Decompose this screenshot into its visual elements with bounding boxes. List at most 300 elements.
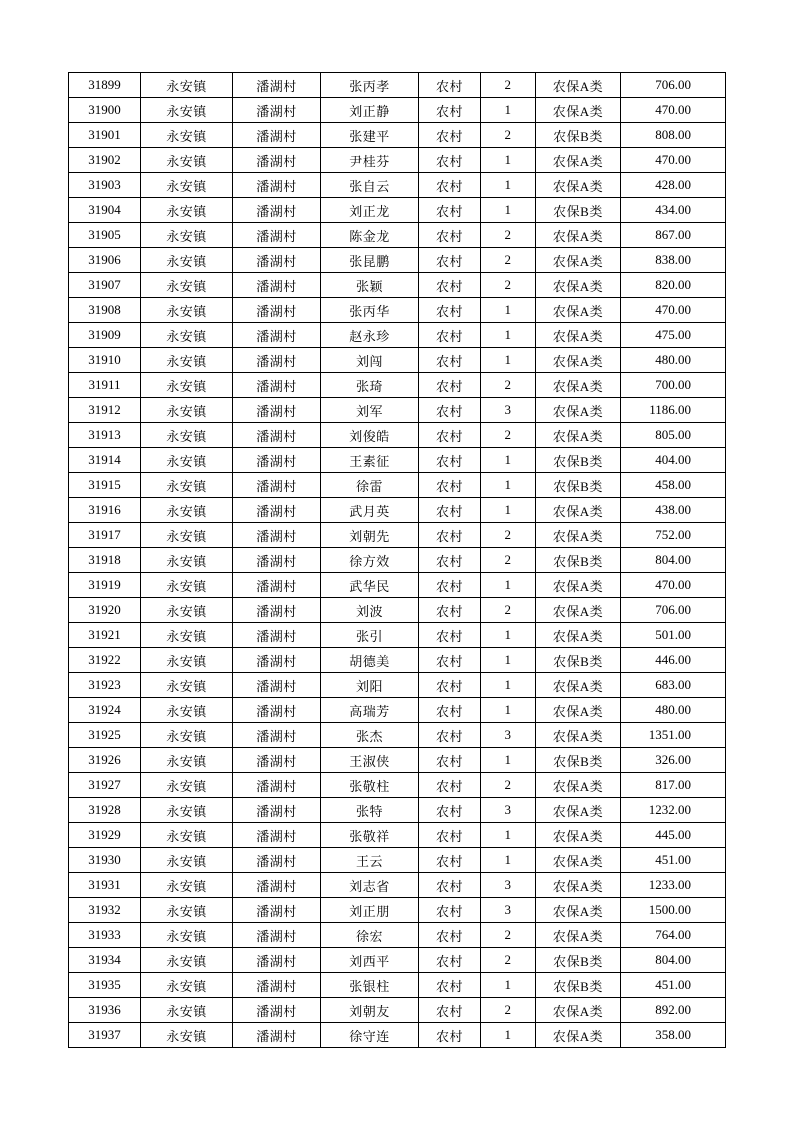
- cell-name: 王云: [321, 848, 419, 873]
- cell-amount: 428.00: [621, 173, 726, 198]
- cell-id: 31926: [69, 748, 141, 773]
- cell-id: 31905: [69, 223, 141, 248]
- cell-insurance_type: 农保A类: [536, 348, 621, 373]
- cell-id: 31921: [69, 623, 141, 648]
- cell-residence: 农村: [419, 648, 481, 673]
- cell-village: 潘湖村: [233, 698, 321, 723]
- cell-town: 永安镇: [141, 723, 233, 748]
- cell-name: 刘军: [321, 398, 419, 423]
- cell-village: 潘湖村: [233, 998, 321, 1023]
- cell-amount: 752.00: [621, 523, 726, 548]
- cell-count: 2: [481, 223, 536, 248]
- cell-id: 31916: [69, 498, 141, 523]
- cell-town: 永安镇: [141, 698, 233, 723]
- cell-village: 潘湖村: [233, 223, 321, 248]
- cell-residence: 农村: [419, 373, 481, 398]
- cell-insurance_type: 农保B类: [536, 748, 621, 773]
- cell-village: 潘湖村: [233, 498, 321, 523]
- cell-count: 1: [481, 173, 536, 198]
- table-row: [69, 123, 726, 148]
- cell-residence: 农村: [419, 298, 481, 323]
- cell-amount: 892.00: [621, 998, 726, 1023]
- cell-insurance_type: 农保A类: [536, 523, 621, 548]
- table-row: [69, 848, 726, 873]
- cell-name: 尹桂芬: [321, 148, 419, 173]
- cell-town: 永安镇: [141, 773, 233, 798]
- cell-amount: 451.00: [621, 848, 726, 873]
- table-row: [69, 373, 726, 398]
- cell-amount: 706.00: [621, 598, 726, 623]
- cell-amount: 501.00: [621, 623, 726, 648]
- cell-count: 1: [481, 973, 536, 998]
- cell-count: 1: [481, 323, 536, 348]
- table-row: [69, 1023, 726, 1048]
- cell-count: 3: [481, 723, 536, 748]
- cell-name: 徐雷: [321, 473, 419, 498]
- cell-count: 1: [481, 473, 536, 498]
- table-body: [69, 73, 726, 1048]
- cell-amount: 446.00: [621, 648, 726, 673]
- cell-insurance_type: 农保A类: [536, 98, 621, 123]
- cell-id: 31930: [69, 848, 141, 873]
- cell-insurance_type: 农保A类: [536, 848, 621, 873]
- table-row: [69, 573, 726, 598]
- cell-town: 永安镇: [141, 548, 233, 573]
- table-row: [69, 423, 726, 448]
- cell-residence: 农村: [419, 498, 481, 523]
- cell-town: 永安镇: [141, 398, 233, 423]
- table-row: [69, 823, 726, 848]
- cell-amount: 475.00: [621, 323, 726, 348]
- cell-residence: 农村: [419, 273, 481, 298]
- cell-id: 31911: [69, 373, 141, 398]
- cell-amount: 1500.00: [621, 898, 726, 923]
- cell-insurance_type: 农保B类: [536, 448, 621, 473]
- cell-name: 胡德美: [321, 648, 419, 673]
- cell-count: 2: [481, 598, 536, 623]
- cell-id: 31915: [69, 473, 141, 498]
- table-row: [69, 948, 726, 973]
- cell-town: 永安镇: [141, 598, 233, 623]
- cell-name: 张自云: [321, 173, 419, 198]
- cell-name: 王素征: [321, 448, 419, 473]
- cell-name: 刘阳: [321, 673, 419, 698]
- cell-village: 潘湖村: [233, 373, 321, 398]
- cell-residence: 农村: [419, 948, 481, 973]
- cell-village: 潘湖村: [233, 548, 321, 573]
- cell-residence: 农村: [419, 198, 481, 223]
- cell-id: 31929: [69, 823, 141, 848]
- cell-town: 永安镇: [141, 798, 233, 823]
- cell-village: 潘湖村: [233, 1023, 321, 1048]
- cell-count: 2: [481, 123, 536, 148]
- table-row: [69, 898, 726, 923]
- cell-count: 2: [481, 948, 536, 973]
- cell-village: 潘湖村: [233, 448, 321, 473]
- cell-village: 潘湖村: [233, 148, 321, 173]
- cell-id: 31935: [69, 973, 141, 998]
- cell-insurance_type: 农保A类: [536, 498, 621, 523]
- cell-insurance_type: 农保A类: [536, 423, 621, 448]
- cell-id: 31907: [69, 273, 141, 298]
- cell-amount: 1186.00: [621, 398, 726, 423]
- cell-village: 潘湖村: [233, 873, 321, 898]
- cell-town: 永安镇: [141, 623, 233, 648]
- cell-amount: 1233.00: [621, 873, 726, 898]
- cell-residence: 农村: [419, 223, 481, 248]
- cell-insurance_type: 农保A类: [536, 373, 621, 398]
- table-row: [69, 223, 726, 248]
- table-row: [69, 748, 726, 773]
- cell-id: 31901: [69, 123, 141, 148]
- cell-id: 31920: [69, 598, 141, 623]
- cell-name: 张银柱: [321, 973, 419, 998]
- cell-village: 潘湖村: [233, 723, 321, 748]
- cell-town: 永安镇: [141, 573, 233, 598]
- cell-count: 2: [481, 773, 536, 798]
- table-row: [69, 348, 726, 373]
- cell-name: 张杰: [321, 723, 419, 748]
- cell-village: 潘湖村: [233, 98, 321, 123]
- cell-name: 刘波: [321, 598, 419, 623]
- cell-amount: 470.00: [621, 298, 726, 323]
- cell-town: 永安镇: [141, 473, 233, 498]
- cell-name: 王淑侠: [321, 748, 419, 773]
- table-row: [69, 323, 726, 348]
- cell-residence: 农村: [419, 598, 481, 623]
- cell-town: 永安镇: [141, 348, 233, 373]
- cell-id: 31909: [69, 323, 141, 348]
- cell-name: 刘正龙: [321, 198, 419, 223]
- cell-id: 31906: [69, 248, 141, 273]
- cell-name: 赵永珍: [321, 323, 419, 348]
- cell-town: 永安镇: [141, 148, 233, 173]
- cell-town: 永安镇: [141, 323, 233, 348]
- cell-amount: 480.00: [621, 348, 726, 373]
- cell-count: 1: [481, 748, 536, 773]
- cell-village: 潘湖村: [233, 773, 321, 798]
- cell-town: 永安镇: [141, 1023, 233, 1048]
- table-row: [69, 73, 726, 98]
- cell-amount: 1232.00: [621, 798, 726, 823]
- cell-count: 2: [481, 73, 536, 98]
- cell-village: 潘湖村: [233, 323, 321, 348]
- cell-insurance_type: 农保A类: [536, 273, 621, 298]
- cell-town: 永安镇: [141, 673, 233, 698]
- cell-name: 张敬柱: [321, 773, 419, 798]
- cell-insurance_type: 农保A类: [536, 73, 621, 98]
- cell-name: 张引: [321, 623, 419, 648]
- table-row: [69, 798, 726, 823]
- cell-insurance_type: 农保A类: [536, 873, 621, 898]
- cell-id: 31932: [69, 898, 141, 923]
- cell-residence: 农村: [419, 998, 481, 1023]
- cell-name: 徐守连: [321, 1023, 419, 1048]
- cell-insurance_type: 农保A类: [536, 823, 621, 848]
- cell-insurance_type: 农保A类: [536, 923, 621, 948]
- table-row: [69, 923, 726, 948]
- table-row: [69, 248, 726, 273]
- cell-residence: 农村: [419, 898, 481, 923]
- cell-insurance_type: 农保B类: [536, 198, 621, 223]
- table-row: [69, 298, 726, 323]
- cell-name: 张建平: [321, 123, 419, 148]
- cell-town: 永安镇: [141, 748, 233, 773]
- cell-residence: 农村: [419, 248, 481, 273]
- cell-id: 31910: [69, 348, 141, 373]
- cell-insurance_type: 农保A类: [536, 723, 621, 748]
- cell-residence: 农村: [419, 548, 481, 573]
- cell-name: 武月英: [321, 498, 419, 523]
- cell-id: 31919: [69, 573, 141, 598]
- cell-insurance_type: 农保A类: [536, 223, 621, 248]
- cell-insurance_type: 农保B类: [536, 123, 621, 148]
- cell-village: 潘湖村: [233, 623, 321, 648]
- cell-id: 31913: [69, 423, 141, 448]
- cell-residence: 农村: [419, 123, 481, 148]
- cell-village: 潘湖村: [233, 73, 321, 98]
- cell-name: 张敬祥: [321, 823, 419, 848]
- table-row: [69, 273, 726, 298]
- cell-amount: 458.00: [621, 473, 726, 498]
- cell-insurance_type: 农保A类: [536, 173, 621, 198]
- cell-count: 2: [481, 248, 536, 273]
- cell-town: 永安镇: [141, 998, 233, 1023]
- cell-id: 31914: [69, 448, 141, 473]
- cell-residence: 农村: [419, 398, 481, 423]
- table-row: [69, 398, 726, 423]
- cell-name: 陈金龙: [321, 223, 419, 248]
- table-row: [69, 873, 726, 898]
- cell-residence: 农村: [419, 1023, 481, 1048]
- cell-village: 潘湖村: [233, 123, 321, 148]
- cell-id: 31900: [69, 98, 141, 123]
- cell-amount: 817.00: [621, 773, 726, 798]
- cell-name: 刘西平: [321, 948, 419, 973]
- cell-count: 2: [481, 523, 536, 548]
- cell-count: 1: [481, 673, 536, 698]
- cell-insurance_type: 农保A类: [536, 323, 621, 348]
- cell-amount: 358.00: [621, 1023, 726, 1048]
- cell-village: 潘湖村: [233, 523, 321, 548]
- table-row: [69, 498, 726, 523]
- cell-count: 1: [481, 698, 536, 723]
- cell-count: 1: [481, 498, 536, 523]
- cell-village: 潘湖村: [233, 298, 321, 323]
- cell-id: 31917: [69, 523, 141, 548]
- cell-insurance_type: 农保A类: [536, 573, 621, 598]
- cell-count: 1: [481, 348, 536, 373]
- cell-insurance_type: 农保B类: [536, 973, 621, 998]
- cell-amount: 326.00: [621, 748, 726, 773]
- cell-amount: 445.00: [621, 823, 726, 848]
- cell-residence: 农村: [419, 798, 481, 823]
- cell-village: 潘湖村: [233, 173, 321, 198]
- cell-residence: 农村: [419, 173, 481, 198]
- cell-count: 1: [481, 448, 536, 473]
- table-row: [69, 648, 726, 673]
- cell-town: 永安镇: [141, 973, 233, 998]
- cell-village: 潘湖村: [233, 273, 321, 298]
- cell-village: 潘湖村: [233, 673, 321, 698]
- cell-village: 潘湖村: [233, 198, 321, 223]
- cell-village: 潘湖村: [233, 598, 321, 623]
- cell-count: 1: [481, 648, 536, 673]
- cell-count: 3: [481, 798, 536, 823]
- cell-town: 永安镇: [141, 648, 233, 673]
- cell-village: 潘湖村: [233, 423, 321, 448]
- cell-amount: 804.00: [621, 948, 726, 973]
- cell-village: 潘湖村: [233, 348, 321, 373]
- cell-name: 刘闯: [321, 348, 419, 373]
- cell-id: 31927: [69, 773, 141, 798]
- cell-town: 永安镇: [141, 448, 233, 473]
- cell-town: 永安镇: [141, 73, 233, 98]
- cell-id: 31936: [69, 998, 141, 1023]
- cell-name: 刘朝先: [321, 523, 419, 548]
- cell-id: 31918: [69, 548, 141, 573]
- cell-amount: 804.00: [621, 548, 726, 573]
- table-row: [69, 673, 726, 698]
- cell-town: 永安镇: [141, 223, 233, 248]
- cell-amount: 867.00: [621, 223, 726, 248]
- cell-town: 永安镇: [141, 523, 233, 548]
- cell-village: 潘湖村: [233, 848, 321, 873]
- cell-name: 高瑞芳: [321, 698, 419, 723]
- cell-id: 31903: [69, 173, 141, 198]
- cell-amount: 404.00: [621, 448, 726, 473]
- cell-residence: 农村: [419, 823, 481, 848]
- cell-insurance_type: 农保A类: [536, 798, 621, 823]
- cell-id: 31928: [69, 798, 141, 823]
- cell-count: 3: [481, 873, 536, 898]
- cell-id: 31922: [69, 648, 141, 673]
- cell-residence: 农村: [419, 923, 481, 948]
- cell-residence: 农村: [419, 73, 481, 98]
- cell-amount: 438.00: [621, 498, 726, 523]
- table-row: [69, 173, 726, 198]
- cell-village: 潘湖村: [233, 473, 321, 498]
- table-row: [69, 473, 726, 498]
- cell-count: 1: [481, 573, 536, 598]
- cell-insurance_type: 农保A类: [536, 773, 621, 798]
- cell-village: 潘湖村: [233, 923, 321, 948]
- cell-village: 潘湖村: [233, 898, 321, 923]
- cell-insurance_type: 农保A类: [536, 148, 621, 173]
- cell-name: 刘俊皓: [321, 423, 419, 448]
- cell-residence: 农村: [419, 448, 481, 473]
- cell-insurance_type: 农保B类: [536, 648, 621, 673]
- table-row: [69, 198, 726, 223]
- cell-count: 2: [481, 423, 536, 448]
- cell-name: 刘正朋: [321, 898, 419, 923]
- cell-amount: 480.00: [621, 698, 726, 723]
- cell-insurance_type: 农保A类: [536, 298, 621, 323]
- cell-id: 31931: [69, 873, 141, 898]
- cell-name: 张琦: [321, 373, 419, 398]
- cell-residence: 农村: [419, 573, 481, 598]
- cell-residence: 农村: [419, 773, 481, 798]
- cell-village: 潘湖村: [233, 248, 321, 273]
- table-row: [69, 148, 726, 173]
- cell-residence: 农村: [419, 473, 481, 498]
- cell-residence: 农村: [419, 673, 481, 698]
- cell-village: 潘湖村: [233, 823, 321, 848]
- cell-town: 永安镇: [141, 298, 233, 323]
- cell-name: 刘正静: [321, 98, 419, 123]
- cell-town: 永安镇: [141, 848, 233, 873]
- cell-count: 1: [481, 198, 536, 223]
- cell-amount: 820.00: [621, 273, 726, 298]
- cell-town: 永安镇: [141, 898, 233, 923]
- table-row: [69, 523, 726, 548]
- cell-id: 31924: [69, 698, 141, 723]
- table-row: [69, 598, 726, 623]
- cell-residence: 农村: [419, 98, 481, 123]
- cell-town: 永安镇: [141, 923, 233, 948]
- cell-insurance_type: 农保A类: [536, 598, 621, 623]
- cell-amount: 470.00: [621, 98, 726, 123]
- cell-count: 1: [481, 1023, 536, 1048]
- cell-count: 1: [481, 98, 536, 123]
- cell-town: 永安镇: [141, 423, 233, 448]
- cell-count: 3: [481, 898, 536, 923]
- cell-residence: 农村: [419, 723, 481, 748]
- table-row: [69, 98, 726, 123]
- subsidy-table: [68, 72, 726, 1048]
- cell-count: 2: [481, 998, 536, 1023]
- cell-town: 永安镇: [141, 273, 233, 298]
- cell-residence: 农村: [419, 148, 481, 173]
- cell-residence: 农村: [419, 848, 481, 873]
- cell-residence: 农村: [419, 873, 481, 898]
- cell-village: 潘湖村: [233, 798, 321, 823]
- cell-insurance_type: 农保A类: [536, 898, 621, 923]
- cell-count: 1: [481, 848, 536, 873]
- cell-count: 1: [481, 623, 536, 648]
- cell-name: 张特: [321, 798, 419, 823]
- cell-insurance_type: 农保A类: [536, 248, 621, 273]
- cell-name: 张丙孝: [321, 73, 419, 98]
- cell-town: 永安镇: [141, 373, 233, 398]
- cell-insurance_type: 农保B类: [536, 473, 621, 498]
- cell-id: 31904: [69, 198, 141, 223]
- cell-village: 潘湖村: [233, 748, 321, 773]
- table-row: [69, 548, 726, 573]
- cell-residence: 农村: [419, 748, 481, 773]
- cell-count: 2: [481, 273, 536, 298]
- cell-name: 张昆鹏: [321, 248, 419, 273]
- cell-amount: 1351.00: [621, 723, 726, 748]
- table-row: [69, 723, 726, 748]
- cell-residence: 农村: [419, 348, 481, 373]
- cell-town: 永安镇: [141, 873, 233, 898]
- cell-village: 潘湖村: [233, 573, 321, 598]
- cell-insurance_type: 农保B类: [536, 548, 621, 573]
- cell-id: 31899: [69, 73, 141, 98]
- cell-count: 1: [481, 298, 536, 323]
- cell-id: 31902: [69, 148, 141, 173]
- cell-amount: 838.00: [621, 248, 726, 273]
- cell-amount: 808.00: [621, 123, 726, 148]
- cell-amount: 700.00: [621, 373, 726, 398]
- cell-town: 永安镇: [141, 498, 233, 523]
- cell-village: 潘湖村: [233, 398, 321, 423]
- cell-count: 3: [481, 398, 536, 423]
- table-row: [69, 773, 726, 798]
- cell-town: 永安镇: [141, 948, 233, 973]
- cell-town: 永安镇: [141, 198, 233, 223]
